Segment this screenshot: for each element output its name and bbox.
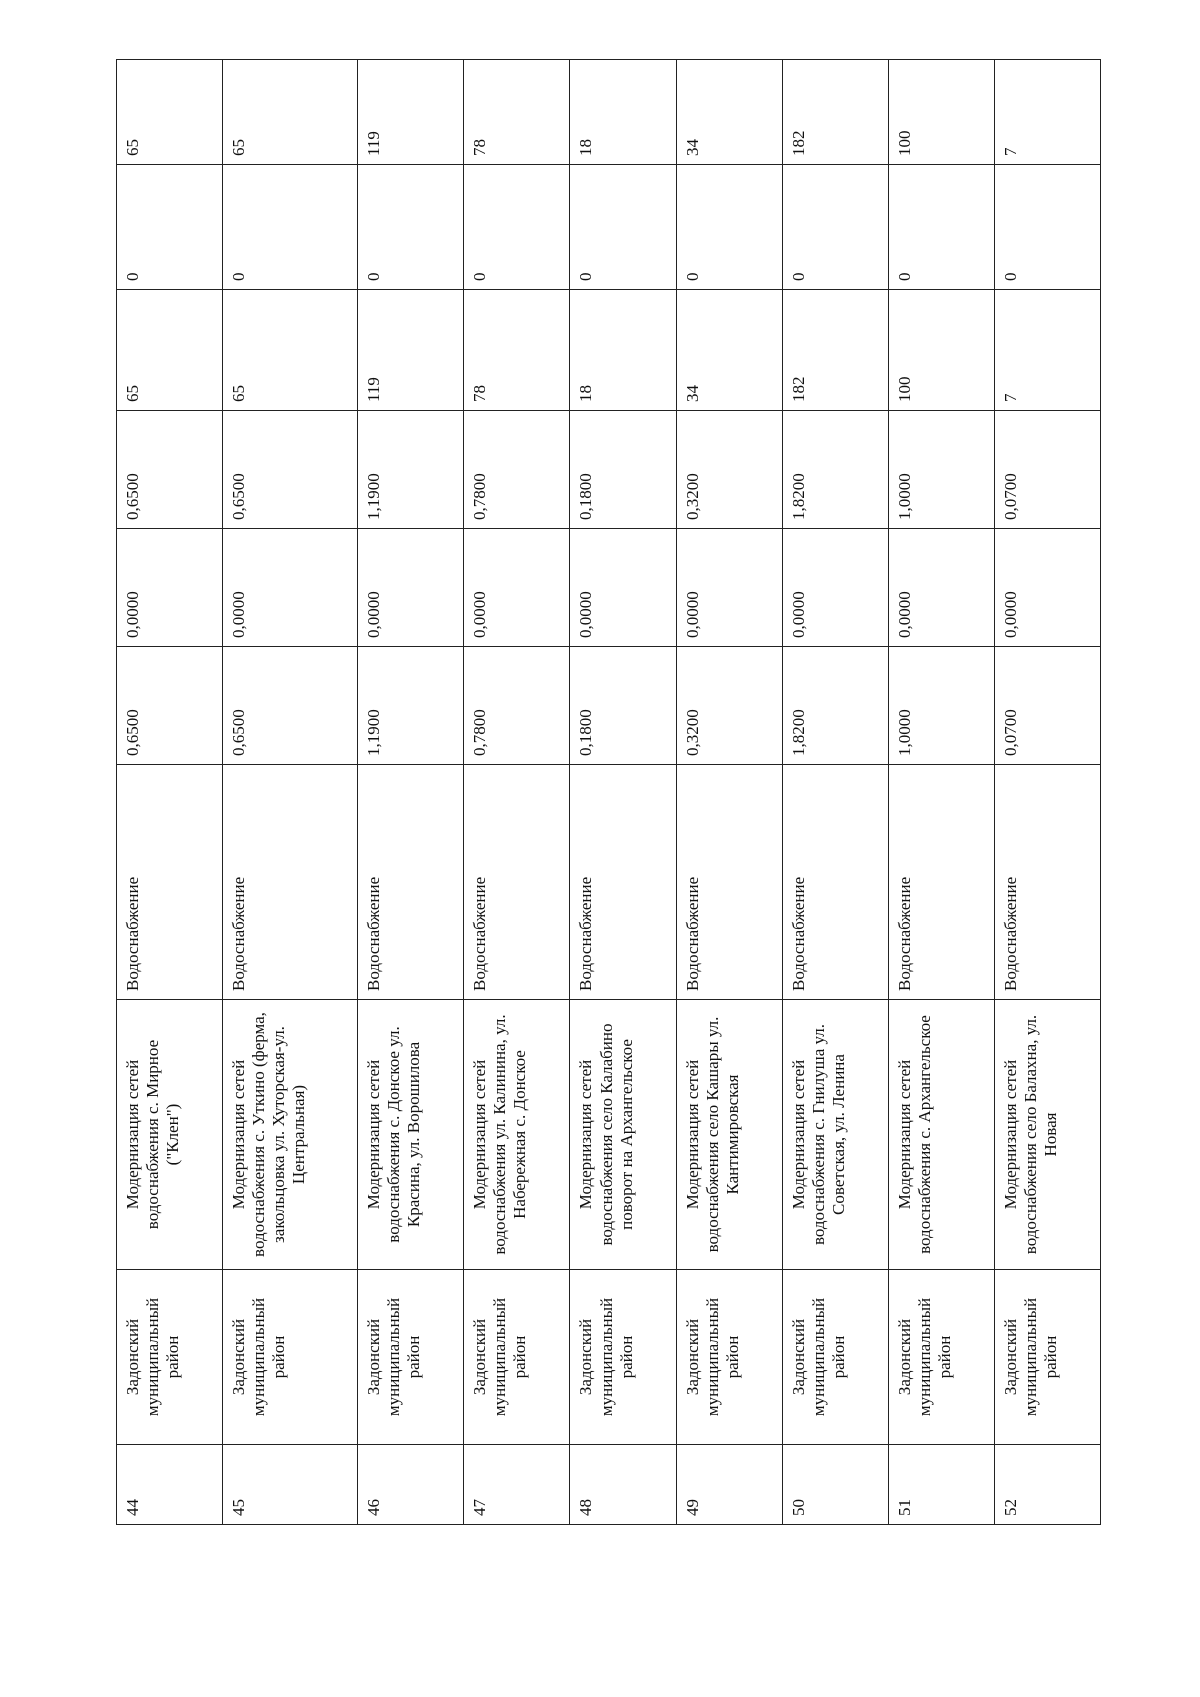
table-row [570,60,676,1525]
value-6-cell: 7 [994,60,1100,165]
project-name-cell: Модернизация сетей водоснабжения с. Донское ул. Красина, ул. Ворошилова [358,1000,464,1270]
value-4-cell: 65 [117,290,223,411]
value-2-cell: 0,0000 [223,529,358,647]
value-3-cell: 0,6500 [223,411,358,529]
table-row [223,60,358,1525]
value-1-cell: 0,0700 [994,647,1100,765]
row-number-cell: 45 [223,1445,358,1525]
value-5-cell: 0 [358,165,464,290]
value-1-cell: 1,1900 [358,647,464,765]
district-cell: Задонский муниципальный район [570,1270,676,1445]
table-row [994,60,1100,1525]
value-5-cell: 0 [223,165,358,290]
value-6-cell: 100 [888,60,994,165]
district-cell: Задонский муниципальный район [117,1270,223,1445]
project-name-cell: Модернизация сетей водоснабжения село Балахна, ул. Новая [994,1000,1100,1270]
value-5-cell: 0 [676,165,782,290]
row-number-cell: 51 [888,1445,994,1525]
value-2-cell: 0,0000 [888,529,994,647]
value-1-cell: 0,3200 [676,647,782,765]
project-name-cell: Модернизация сетей водоснабжения с. Мирное ("Клен") [117,1000,223,1270]
table-row [117,60,223,1525]
row-number-cell: 47 [464,1445,570,1525]
value-5-cell: 0 [117,165,223,290]
value-1-cell: 1,8200 [782,647,888,765]
value-3-cell: 0,6500 [117,411,223,529]
value-1-cell: 1,0000 [888,647,994,765]
district-cell: Задонский муниципальный район [358,1270,464,1445]
value-5-cell: 0 [888,165,994,290]
value-3-cell: 0,7800 [464,411,570,529]
value-1-cell: 0,1800 [570,647,676,765]
category-cell: Водоснабжение [782,765,888,1000]
row-number-cell: 52 [994,1445,1100,1525]
value-5-cell: 0 [570,165,676,290]
value-2-cell: 0,0000 [570,529,676,647]
value-3-cell: 0,1800 [570,411,676,529]
value-6-cell: 182 [782,60,888,165]
category-cell: Водоснабжение [358,765,464,1000]
row-number-cell: 49 [676,1445,782,1525]
district-cell: Задонский муниципальный район [994,1270,1100,1445]
table-body [117,60,1101,1525]
project-name-cell: Модернизация сетей водоснабжения ул. Калинина, ул. Набережная с. Донское [464,1000,570,1270]
row-number-cell: 48 [570,1445,676,1525]
project-name-cell: Модернизация сетей водоснабжения с. Уткино (ферма, закольцовка ул. Хуторская-ул. Центральная) [223,1000,358,1270]
value-4-cell: 119 [358,290,464,411]
value-4-cell: 65 [223,290,358,411]
value-5-cell: 0 [782,165,888,290]
value-6-cell: 34 [676,60,782,165]
project-name-cell: Модернизация сетей водоснабжения с. Гнилуша ул. Советская, ул. Ленина [782,1000,888,1270]
value-4-cell: 78 [464,290,570,411]
value-2-cell: 0,0000 [782,529,888,647]
value-5-cell: 0 [464,165,570,290]
value-3-cell: 0,3200 [676,411,782,529]
value-1-cell: 0,6500 [117,647,223,765]
value-4-cell: 182 [782,290,888,411]
table-row [888,60,994,1525]
category-cell: Водоснабжение [117,765,223,1000]
value-5-cell: 0 [994,165,1100,290]
district-cell: Задонский муниципальный район [782,1270,888,1445]
value-6-cell: 65 [117,60,223,165]
water-supply-table [116,59,1101,1525]
value-4-cell: 7 [994,290,1100,411]
value-2-cell: 0,0000 [358,529,464,647]
value-3-cell: 1,1900 [358,411,464,529]
row-number-cell: 44 [117,1445,223,1525]
row-number-cell: 46 [358,1445,464,1525]
value-3-cell: 1,8200 [782,411,888,529]
value-1-cell: 0,7800 [464,647,570,765]
value-3-cell: 0,0700 [994,411,1100,529]
project-name-cell: Модернизация сетей водоснабжения село Кашары ул. Кантимировская [676,1000,782,1270]
table-row [464,60,570,1525]
category-cell: Водоснабжение [888,765,994,1000]
rotated-table-sheet [116,60,1101,1525]
district-cell: Задонский муниципальный район [464,1270,570,1445]
table-row [358,60,464,1525]
value-6-cell: 65 [223,60,358,165]
category-cell: Водоснабжение [994,765,1100,1000]
value-4-cell: 100 [888,290,994,411]
value-3-cell: 1,0000 [888,411,994,529]
value-4-cell: 18 [570,290,676,411]
row-number-cell: 50 [782,1445,888,1525]
category-cell: Водоснабжение [570,765,676,1000]
category-cell: Водоснабжение [464,765,570,1000]
category-cell: Водоснабжение [223,765,358,1000]
table-row [782,60,888,1525]
district-cell: Задонский муниципальный район [888,1270,994,1445]
project-name-cell: Модернизация сетей водоснабжения с. Архангельское [888,1000,994,1270]
value-6-cell: 18 [570,60,676,165]
value-1-cell: 0,6500 [223,647,358,765]
value-6-cell: 78 [464,60,570,165]
value-2-cell: 0,0000 [464,529,570,647]
value-2-cell: 0,0000 [117,529,223,647]
district-cell: Задонский муниципальный район [223,1270,358,1445]
category-cell: Водоснабжение [676,765,782,1000]
district-cell: Задонский муниципальный район [676,1270,782,1445]
table-row [676,60,782,1525]
value-2-cell: 0,0000 [676,529,782,647]
value-6-cell: 119 [358,60,464,165]
project-name-cell: Модернизация сетей водоснабжения село Калабино поворот на Архангельское [570,1000,676,1270]
value-2-cell: 0,0000 [994,529,1100,647]
value-4-cell: 34 [676,290,782,411]
